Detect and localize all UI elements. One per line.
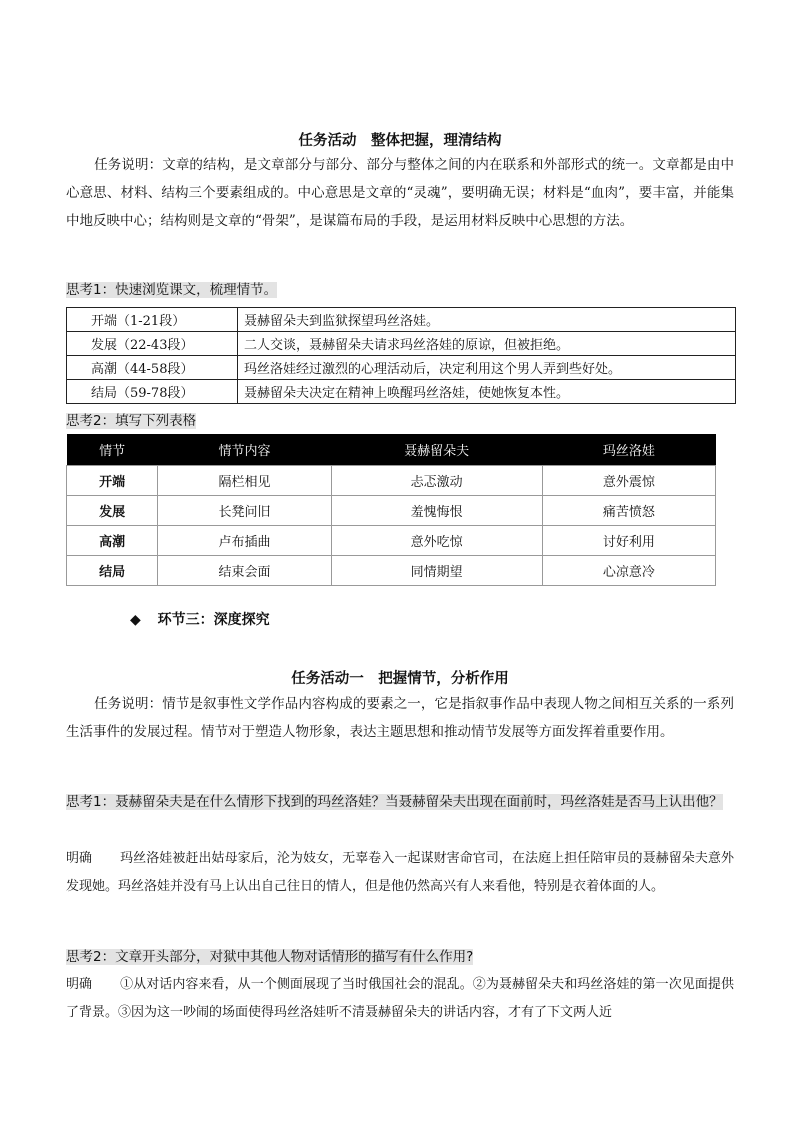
section1-description-text: 任务说明：文章的结构，是文章部分与部分、部分与整体之间的内在联系和外部形式的统一。文章都是由中心意思、材料、结构三个要素组成的。中心意思是文章的“灵魂”，要明确无误；材料是“血肉”，要丰富，并能集中地反映中心；结构则是文章的“骨架”，是谋篇布局的手段，是运用材料反映中心思想的方法。: [66, 157, 734, 229]
section1-question-1-text: 思考1：快速浏览课文，梳理情节。: [66, 282, 278, 298]
fill-table-header: 情节: [67, 434, 158, 466]
section2-question-1: [66, 788, 734, 816]
section2-title: 任务活动一 把握情节，分析作用: [291, 671, 509, 687]
table-row: [67, 466, 716, 496]
plot-stage-cell: 开端（1-21段）: [67, 308, 238, 332]
section1-title: 任务活动 整体把握，理清结构: [298, 133, 502, 149]
plot-content-cell: 二人交谈，聂赫留朵夫请求玛丝洛娃的原谅，但被拒绝。: [238, 332, 736, 356]
table-row: [67, 308, 736, 332]
fill-table-cell: 忐忑激动: [331, 466, 542, 496]
table-row: [67, 332, 736, 356]
fill-table-header: 情节内容: [158, 434, 331, 466]
plot-stage-cell: 发展（22-43段）: [67, 332, 238, 356]
table-row: [67, 356, 736, 380]
fill-stage-cell: 发展: [67, 496, 158, 526]
plot-stage-cell: 高潮（44-58段）: [67, 356, 238, 380]
section2-question-2-text: 思考2：文章开头部分，对狱中其他人物对话情形的描写有什么作用?: [66, 949, 474, 965]
fill-table-cell: 心凉意冷: [542, 556, 715, 586]
fill-table-cell: 结束会面: [158, 556, 331, 586]
fill-table-cell: 讨好利用: [542, 526, 715, 556]
table-row: [67, 556, 716, 586]
fill-table-header: 聂赫留朵夫: [331, 434, 542, 466]
fill-stage-cell: 结局: [67, 556, 158, 586]
answer-2-label: 明确: [66, 977, 93, 992]
section2-question-2: [66, 943, 473, 971]
plot-content-cell: 聂赫留朵夫决定在精神上唤醒玛丝洛娃，使她恢复本性。: [238, 380, 736, 404]
plot-content-cell: 玛丝洛娃经过激烈的心理活动后，决定利用这个男人弄到些好处。: [238, 356, 736, 380]
fill-table-cell: 羞愧悔恨: [331, 496, 542, 526]
section-heading: [130, 609, 270, 629]
plot-stage-cell: 结局（59-78段）: [67, 380, 238, 404]
fill-stage-cell: 开端: [67, 466, 158, 496]
fill-table-header: 玛丝洛娃: [542, 434, 715, 466]
table-row: [67, 496, 716, 526]
section2-description: [66, 690, 734, 746]
fill-table-cell: 长凳问旧: [158, 496, 331, 526]
fill-table-cell: 意外震惊: [542, 466, 715, 496]
answer-1-label: 明确: [66, 851, 93, 866]
plot-table: [66, 307, 736, 404]
table-row: [67, 380, 736, 404]
answer-1-text: 玛丝洛娃被赶出姑母家后，沦为妓女，无辜卷入一起谋财害命官司，在法庭上担任陪审员的聂赫留朵夫意外发现她。玛丝洛娃并没有马上认出自己往日的情人，但是他仍然高兴有人来看他，特别是衣着体面的人。: [66, 851, 734, 894]
section1-question-2: [66, 407, 196, 435]
fill-table-cell: 意外吃惊: [331, 526, 542, 556]
table-row: [67, 526, 716, 556]
section2-answer-2: [66, 971, 734, 1027]
section2-description-text: 任务说明：情节是叙事性文学作品内容构成的要素之一，它是指叙事作品中表现人物之间相互关系的一系列生活事件的发展过程。情节对于塑造人物形象，表达主题思想和推动情节发展等方面发挥着重要作用。: [66, 696, 734, 740]
section1-question-2-text: 思考2：填写下列表格: [66, 413, 197, 429]
plot-content-cell: 聂赫留朵夫到监狱探望玛丝洛娃。: [238, 308, 736, 332]
diamond-bullet-icon: ◆: [130, 612, 141, 628]
fill-table-cell: 隔栏相见: [158, 466, 331, 496]
fill-table: [66, 434, 716, 586]
section2-answer-1: [66, 845, 734, 901]
section2-question-1-text: 思考1：聂赫留朵夫是在什么情形下找到的玛丝洛娃？当聂赫留朵夫出现在面前时，玛丝洛娃是否马上认出他？: [66, 794, 723, 810]
fill-table-cell: 痛苦愤怒: [542, 496, 715, 526]
fill-table-cell: 同情期望: [331, 556, 542, 586]
answer-2-text: ①从对话内容来看，从一个侧面展现了当时俄国社会的混乱。②为聂赫留朵夫和玛丝洛娃的第一次见面提供了背景。③因为这一吵闹的场面使得玛丝洛娃听不清聂赫留朵夫的讲话内容，才有了下文两人近: [66, 977, 734, 1020]
fill-table-cell: 卢布插曲: [158, 526, 331, 556]
section1-question-1: [66, 276, 277, 304]
fill-stage-cell: 高潮: [67, 526, 158, 556]
section1-description: [66, 151, 734, 235]
section-heading-text: 环节三：深度探究: [157, 612, 270, 628]
